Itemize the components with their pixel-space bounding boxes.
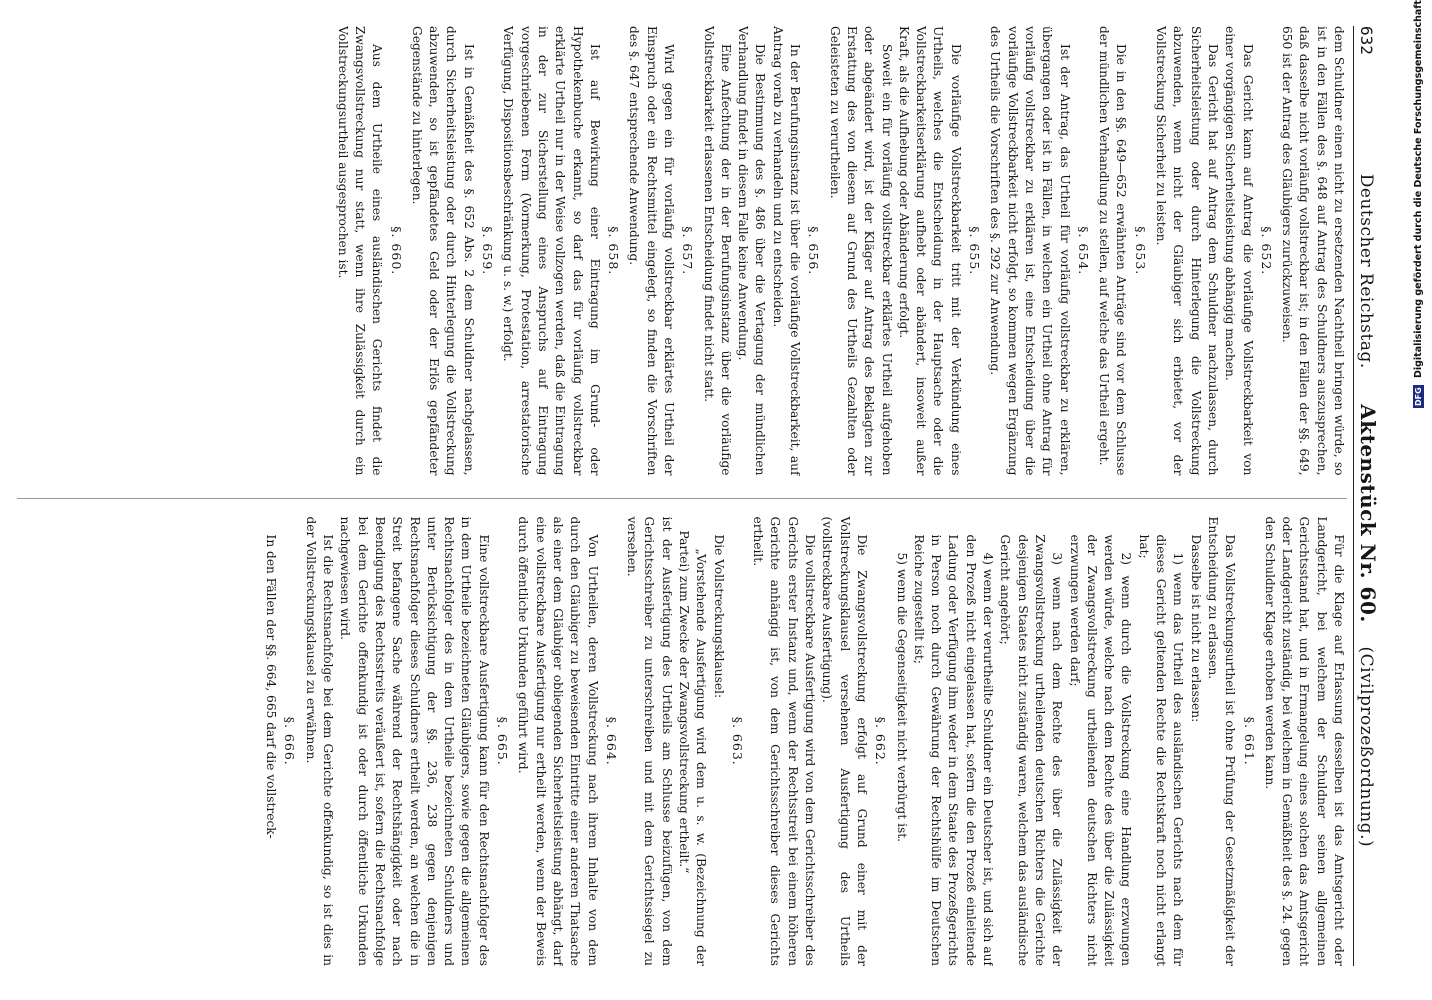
- left-column: [17, 26, 1347, 476]
- paragraph: ist der Ausfertigung des Urtheils am Schlusse beizufügen, von dem Gerichtsschreiber zu unterschreiben und mit dem Gerichtssiegel zu versehen.: [625, 516, 674, 966]
- paragraph: Eine Anfechtung der in der Berufungsinstanz über die vorläufige Vollstreckbarkeit erlassenen Entscheidung findet nicht statt.: [701, 26, 733, 476]
- digitization-credit: [1405, 0, 1432, 1000]
- paragraph: Für die Klage auf Erlassung desselben ist das Amtsgericht oder Landgericht, bei welchem der Schuldner seinen allgemeinen Gerichtsstand hat, und in Ermangelung eines solchen das Amtsgericht oder Landgericht zuständig, bei welchem in Gemäßheit des §. 24. gegen den Schuldner Klage erhoben werden kann.: [1262, 516, 1346, 966]
- section-heading: §. 652.: [1258, 226, 1274, 276]
- paragraph: In der Berufungsinstanz ist über die vorläufige Vollstreckbarkeit, auf Antrag vorab zu verhandeln und zu entscheiden.: [770, 26, 803, 476]
- header-title: [1356, 55, 1380, 966]
- list-item: 2) wenn durch die Vollstreckung eine Handlung erzwungen werden würde, welche nach dem Rechte des über die Zulässigkeit der Zwangsvollstreckung urtheilenden deutschen Richters nicht erzwungen werden darf;: [1067, 534, 1134, 966]
- section-heading: §. 665.: [495, 716, 511, 766]
- list-item: 4) wenn der verurtheilte Schuldner ein Deutscher ist, und sich auf den Prozeß nicht eingelassen hat, sofern die den Prozeß einleitende Ladung oder Verfügung ihm weder in dem Staate des Prozeßgerichts in Person noch durch Gewährung der Rechtshülfe im Deutschen Reiche zugestellt ist;: [911, 534, 996, 966]
- list-item: 5) wenn die Gegenseitigkeit nicht verbürgt ist.: [894, 552, 909, 843]
- paragraph: Von Urtheilen, deren Vollstreckung nach ihrem Inhalte von dem durch den Gläubiger zu beweisenden Eintritte einer anderen Thatsache als einer dem Gläubiger obliegenden Sicherheitsleistung abhängt, darf eine vollstreckbare Ausfertigung nur ertheilt werden, wenn der Beweis durch öffentliche Urkunden geführt wird.: [516, 516, 600, 966]
- paragraph: Soweit ein für vorläufig vollstreckbar erklärtes Urtheil aufgehoben oder abgeändert wird, ist der Kläger auf Antrag des Beklagten zur Erstattung des von diesem auf Grund des Urtheils Gezahlten oder Geleisteten zu verurtheilen.: [827, 26, 894, 476]
- section-heading: §. 654.: [1075, 226, 1091, 276]
- paragraph: Dasselbe ist nicht zu erlassen:: [1188, 534, 1203, 723]
- paragraph: Ist in Gemäßheit des §. 652 Abs. 2 dem Schuldner nachgelassen, durch Sicherheitsleistung oder durch Hinterlegung die Vollstreckung abzuwenden, so ist gepfändetes Geld oder der Erlös gepfändeter Gegenstände zu hinterlegen.: [409, 26, 476, 476]
- paragraph: Ist auf Bewirkung einer Eintragung im Grund- oder Hypothekenbuche erkannt, so darf das für vorläufig vollstreckbar erklärte Urtheil nur in der Weise vollzogen werden, daß die Eintragung in der zur Sicherstellung eines Anspruchs auf Eintragung vorgeschriebenen Form (Vormerkung, Protestation, arrestatorische Verfügung, Dispositionsbeschränkung u. s. w.) erfolgt.: [501, 26, 602, 476]
- paragraph: Ist der Antrag, das Urtheil für vorläufig vollstreckbar zu erklären, übergangen oder ist in Fällen, in welchen ein Urtheil ohne Antrag für vorläufig vollstreckbar zu erklären ist, eine Entscheidung über die vorläufige Vollstreckbarkeit nicht erfolgt, so kommen wegen Ergänzung des Urtheils die Vorschriften des §. 292 zur Anwendung.: [988, 26, 1072, 476]
- section-heading: §. 659.: [480, 226, 496, 276]
- section-heading: §. 662.: [873, 716, 889, 766]
- paragraph: Wird gegen ein für vorläufig vollstreckbar erklärtes Urtheil der Einspruch oder ein Rechtsmittel eingelegt, so finden die Vorschriften des §. 647 entsprechende Anwendung.: [627, 26, 677, 476]
- section-heading: §. 657.: [680, 226, 696, 276]
- quoted-clause: „Vorstehende Ausfertigung wird dem u. s. w. (Bezeichnung der Partei) zum Zwecke der Zwangsvollstreckung ertheilt.“: [677, 530, 709, 966]
- list-item: 1) wenn das Urtheil des ausländischen Gerichts nach dem für dieses Gericht geltenden Rechte die Rechtskraft noch nicht erlangt hat;: [1136, 534, 1186, 966]
- paragraph: In den Fällen der §§. 664, 665 darf die vollstreck-: [264, 534, 279, 839]
- section-heading: §. 666.: [282, 716, 298, 766]
- paragraph: Aus dem Urtheile eines ausländischen Gerichts findet die Zwangsvollstreckung nur statt, wenn ihre Zulässigkeit durch ein Vollstreckungsurtheil ausgesprochen ist.: [335, 26, 385, 476]
- section-heading: §. 656.: [806, 226, 822, 276]
- paragraph: Die Bestimmung des §. 486 über die Vertagung der mündlichen Verhandlung findet in diesem Falle keine Anwendung.: [736, 26, 768, 476]
- header-title-right: (Civilprozeßordnung.): [1356, 646, 1376, 848]
- paragraph: Die vollstreckbare Ausfertigung wird von dem Gerichtsschreiber des Gerichts erster Instanz und, wenn der Rechtsstreit bei einem höheren Gerichte anhängig ist, von dem Gerichtsschreiber dieses Gerichts ertheilt.: [751, 516, 818, 966]
- paragraph: Eine vollstreckbare Ausfertigung kann für den Rechtsnachfolger des in dem Urtheile bezeichneten Gläubigers, sowie gegen die allgemeinen Rechtsnachfolger des in dem Urtheile bezeichneten Schuldners und unter Berücksichtigung der §§. 236, 238 gegen denjenigen Rechtsnachfolger dieses Schuldners ertheilt werden, an welchen die in Streit befangene Sache während der Rechtshängigkeit oder nach Beendigung des Rechtsstreits veräußert ist, sofern die Rechtsnachfolge bei dem Gerichte offenkundig ist oder durch öffentliche Urkunden nachgewiesen wird.: [338, 516, 491, 966]
- list-item: 3) wenn nach dem Rechte des über die Zulässigkeit der Zwangsvollstreckung urtheilenden deutschen Richters die Gerichte desjenigen Staates nicht zuständig waren, welchem das ausländische Gericht angehört;: [998, 534, 1065, 966]
- section-heading: §. 664.: [603, 716, 619, 766]
- paragraph: Das Vollstreckungsurtheil ist ohne Prüfung der Gesetzmäßigkeit der Entscheidung zu erlassen.: [1205, 516, 1238, 966]
- section-heading: §. 661.: [1241, 716, 1257, 766]
- paragraph: Das Gericht kann auf Antrag die vorläufige Vollstreckbarkeit von einer vorgängigen Sicherheitsleistung abhängig machen.: [1223, 26, 1255, 476]
- credit-text: Digitalisierung gefördert durch die Deutsche Forschungsgemeinschaft: [1413, 0, 1424, 378]
- section-heading: §. 658.: [606, 226, 622, 276]
- credit-text-wrapper: [1413, 0, 1424, 1000]
- header-title-left: Deutscher Reichstag.: [1356, 173, 1376, 369]
- section-heading: §. 660.: [388, 226, 404, 276]
- section-heading: §. 663.: [729, 716, 745, 766]
- page-header: [1353, 26, 1380, 966]
- page-number: 632: [1357, 26, 1376, 55]
- paragraph: Die in den §§. 649—652 erwähnten Anträge sind vor dem Schlusse der mündlichen Verhandlung zu stellen, auf welche das Urtheil ergeht.: [1097, 26, 1129, 476]
- header-title-mid: Aktenstück Nr. 60.: [1356, 404, 1380, 623]
- section-heading: §. 655.: [967, 226, 983, 276]
- paragraph: dem Schuldner einen nicht zu ersetzenden Nachtheil bringen würde, so ist in den Fällen des §. 648 auf Antrag des Schuldners auszusprechen, daß dasselbe nicht vorläufig vollstreckbar ist; in den Fällen der §§. 649, 650 ist der Antrag des Gläubigers zurückzuweisen.: [1280, 26, 1346, 476]
- paragraph: Die vorläufige Vollstreckbarkeit tritt mit der Verkündung eines Urtheils, welches die Entscheidung in der Hauptsache oder die Vollstreckbarkeitserklärung aufhebt oder abändert, insoweit außer Kraft, als die Aufhebung oder Abänderung erfolgt.: [896, 26, 963, 476]
- right-column: [17, 498, 1347, 967]
- paragraph: Die Vollstreckungsklausel:: [711, 534, 726, 699]
- paragraph: Das Gericht hat auf Antrag dem Schuldner nachzulassen, durch Sicherheitsleistung oder durch Hinterlegung die Vollstreckung abzuwenden, wenn nicht der Gläubiger sich erbietet, vor der Vollstreckung Sicherheit zu leisten.: [1154, 26, 1220, 476]
- paragraph: Die Zwangsvollstreckung erfolgt auf Grund einer mit der Vollstreckungsklausel versehenen Ausfertigung des Urtheils (vollstreckbare Ausfertigung).: [820, 516, 869, 966]
- dfg-logo-icon: DFG: [1414, 387, 1423, 406]
- text-columns: [17, 26, 1347, 966]
- section-heading: §. 653.: [1132, 226, 1148, 276]
- paragraph: Ist die Rechtsnachfolge bei dem Gerichte offenkundig, so ist dies in der Vollstreckungsklausel zu erwähnen.: [303, 516, 336, 966]
